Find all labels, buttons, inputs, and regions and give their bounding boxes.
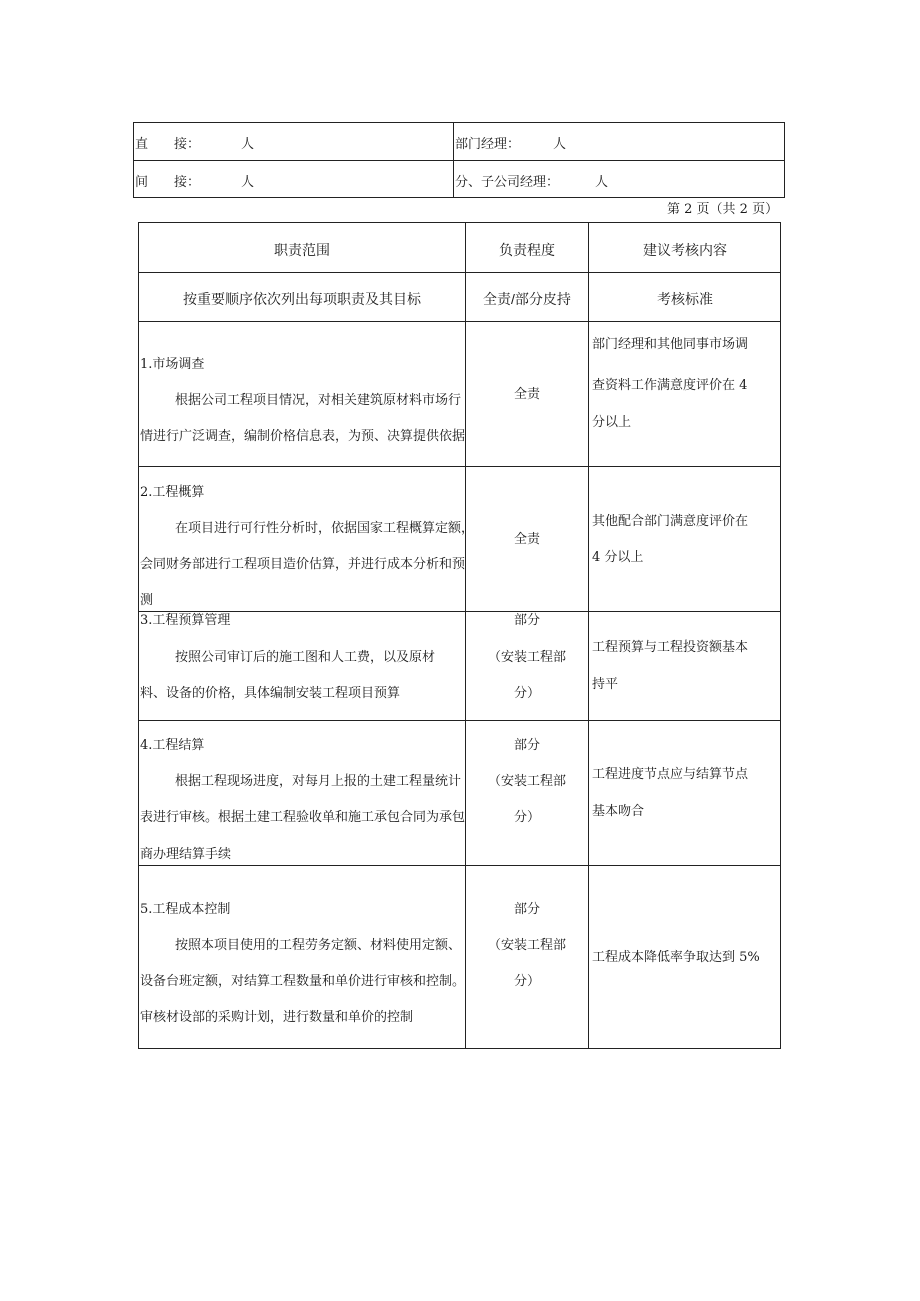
row-degree: 分） <box>513 686 540 701</box>
row-degree: 部分 <box>513 738 540 753</box>
row-degree: 全责 <box>513 532 540 547</box>
column-divider <box>465 223 466 1048</box>
row-description-line: 料、设备的价格，具体编制安装工程项目预算 <box>140 686 401 701</box>
row-description-line: 情进行广泛调查，编制价格信息表，为预、决算提供依据 <box>140 429 466 444</box>
header-scope: 职责范围 <box>274 242 330 258</box>
row-degree: 部分 <box>513 902 540 917</box>
row-description-line: 按照本项目使用的工程劳务定额、材料使用定额、 <box>175 938 462 953</box>
row-divider <box>139 865 780 866</box>
row-description-line: 设备台班定额，对结算工程数量和单价进行审核和控制。 <box>140 974 466 989</box>
indirect-subordinates-label: 间 接： <box>135 175 201 190</box>
row-description-line: 表进行审核。根据土建工程验收单和施工承包合同为承包 <box>140 810 466 825</box>
row-degree: （安装工程部 <box>487 650 566 665</box>
subheader-scope: 按重要顺序依次列出每项职责及其目标 <box>183 291 421 307</box>
row-degree: （安装工程部 <box>487 774 566 789</box>
row-standard-line: 工程预算与工程投资额基本 <box>592 640 749 655</box>
row-description-line: 商办理结算手续 <box>140 847 232 862</box>
row-degree: 部分 <box>513 613 540 628</box>
responsibilities-table <box>138 222 781 1049</box>
dept-manager-value: 人 <box>553 137 567 152</box>
row-title: 4.工程结算 <box>140 738 205 753</box>
row-title: 3.工程预算管理 <box>140 613 231 628</box>
row-divider <box>139 272 780 273</box>
row-description-line: 根据工程现场进度，对每月上报的土建工程量统计 <box>175 774 462 789</box>
row-title: 1.市场调查 <box>140 357 205 372</box>
divider <box>453 123 454 197</box>
row-description-line: 在项目进行可行性分析时，依据国家工程概算定额， <box>175 521 475 536</box>
header-degree: 负责程度 <box>499 242 555 258</box>
row-title: 5.工程成本控制 <box>140 902 231 917</box>
row-degree: 分） <box>513 974 540 989</box>
direct-subordinates-value: 人 <box>241 137 255 152</box>
row-standard-line: 分以上 <box>592 415 632 430</box>
row-standard-line: 其他配合部门满意度评价在 <box>592 514 749 529</box>
row-description-line: 审核材设部的采购计划，进行数量和单价的控制 <box>140 1010 414 1025</box>
row-standard-line: 工程进度节点应与结算节点 <box>592 767 749 782</box>
subordinates-table <box>133 122 785 198</box>
row-divider <box>139 720 780 721</box>
row-degree: 分） <box>513 810 540 825</box>
subheader-degree: 全责/部分皮持 <box>483 291 571 307</box>
column-divider <box>588 223 589 1048</box>
row-description-line: 按照公司审订后的施工图和人工费，以及原材 <box>175 650 436 665</box>
branch-manager-label: 分、子公司经理： <box>455 175 560 190</box>
row-divider <box>139 466 780 467</box>
header-assessment: 建议考核内容 <box>643 242 727 258</box>
page-number: 第 2 页（共 2 页） <box>667 202 779 217</box>
branch-manager-value: 人 <box>595 175 609 190</box>
row-standard-line: 工程成本降低率争取达到 5% <box>592 950 760 965</box>
row-degree: 全责 <box>513 387 540 402</box>
row-divider <box>139 611 780 612</box>
direct-subordinates-label: 直 接： <box>135 137 201 152</box>
row-standard-line: 4 分以上 <box>592 550 644 565</box>
row-degree: （安装工程部 <box>487 938 566 953</box>
dept-manager-label: 部门经理： <box>455 137 521 152</box>
row-description-line: 会同财务部进行工程项目造价估算，并进行成本分析和预 <box>140 557 466 572</box>
indirect-subordinates-value: 人 <box>241 175 255 190</box>
row-description-line: 测 <box>140 593 154 608</box>
row-standard-line: 查资料工作满意度评价在 4 <box>592 378 748 393</box>
row-standard-line: 部门经理和其他同事市场调 <box>592 337 749 352</box>
row-description-line: 根据公司工程项目情况，对相关建筑原材料市场行 <box>175 393 462 408</box>
divider <box>134 160 784 161</box>
row-divider <box>139 321 780 322</box>
subheader-assessment: 考核标准 <box>657 291 713 307</box>
row-standard-line: 基本吻合 <box>592 804 645 819</box>
row-title: 2.工程概算 <box>140 485 205 500</box>
row-standard-line: 持平 <box>592 677 619 692</box>
